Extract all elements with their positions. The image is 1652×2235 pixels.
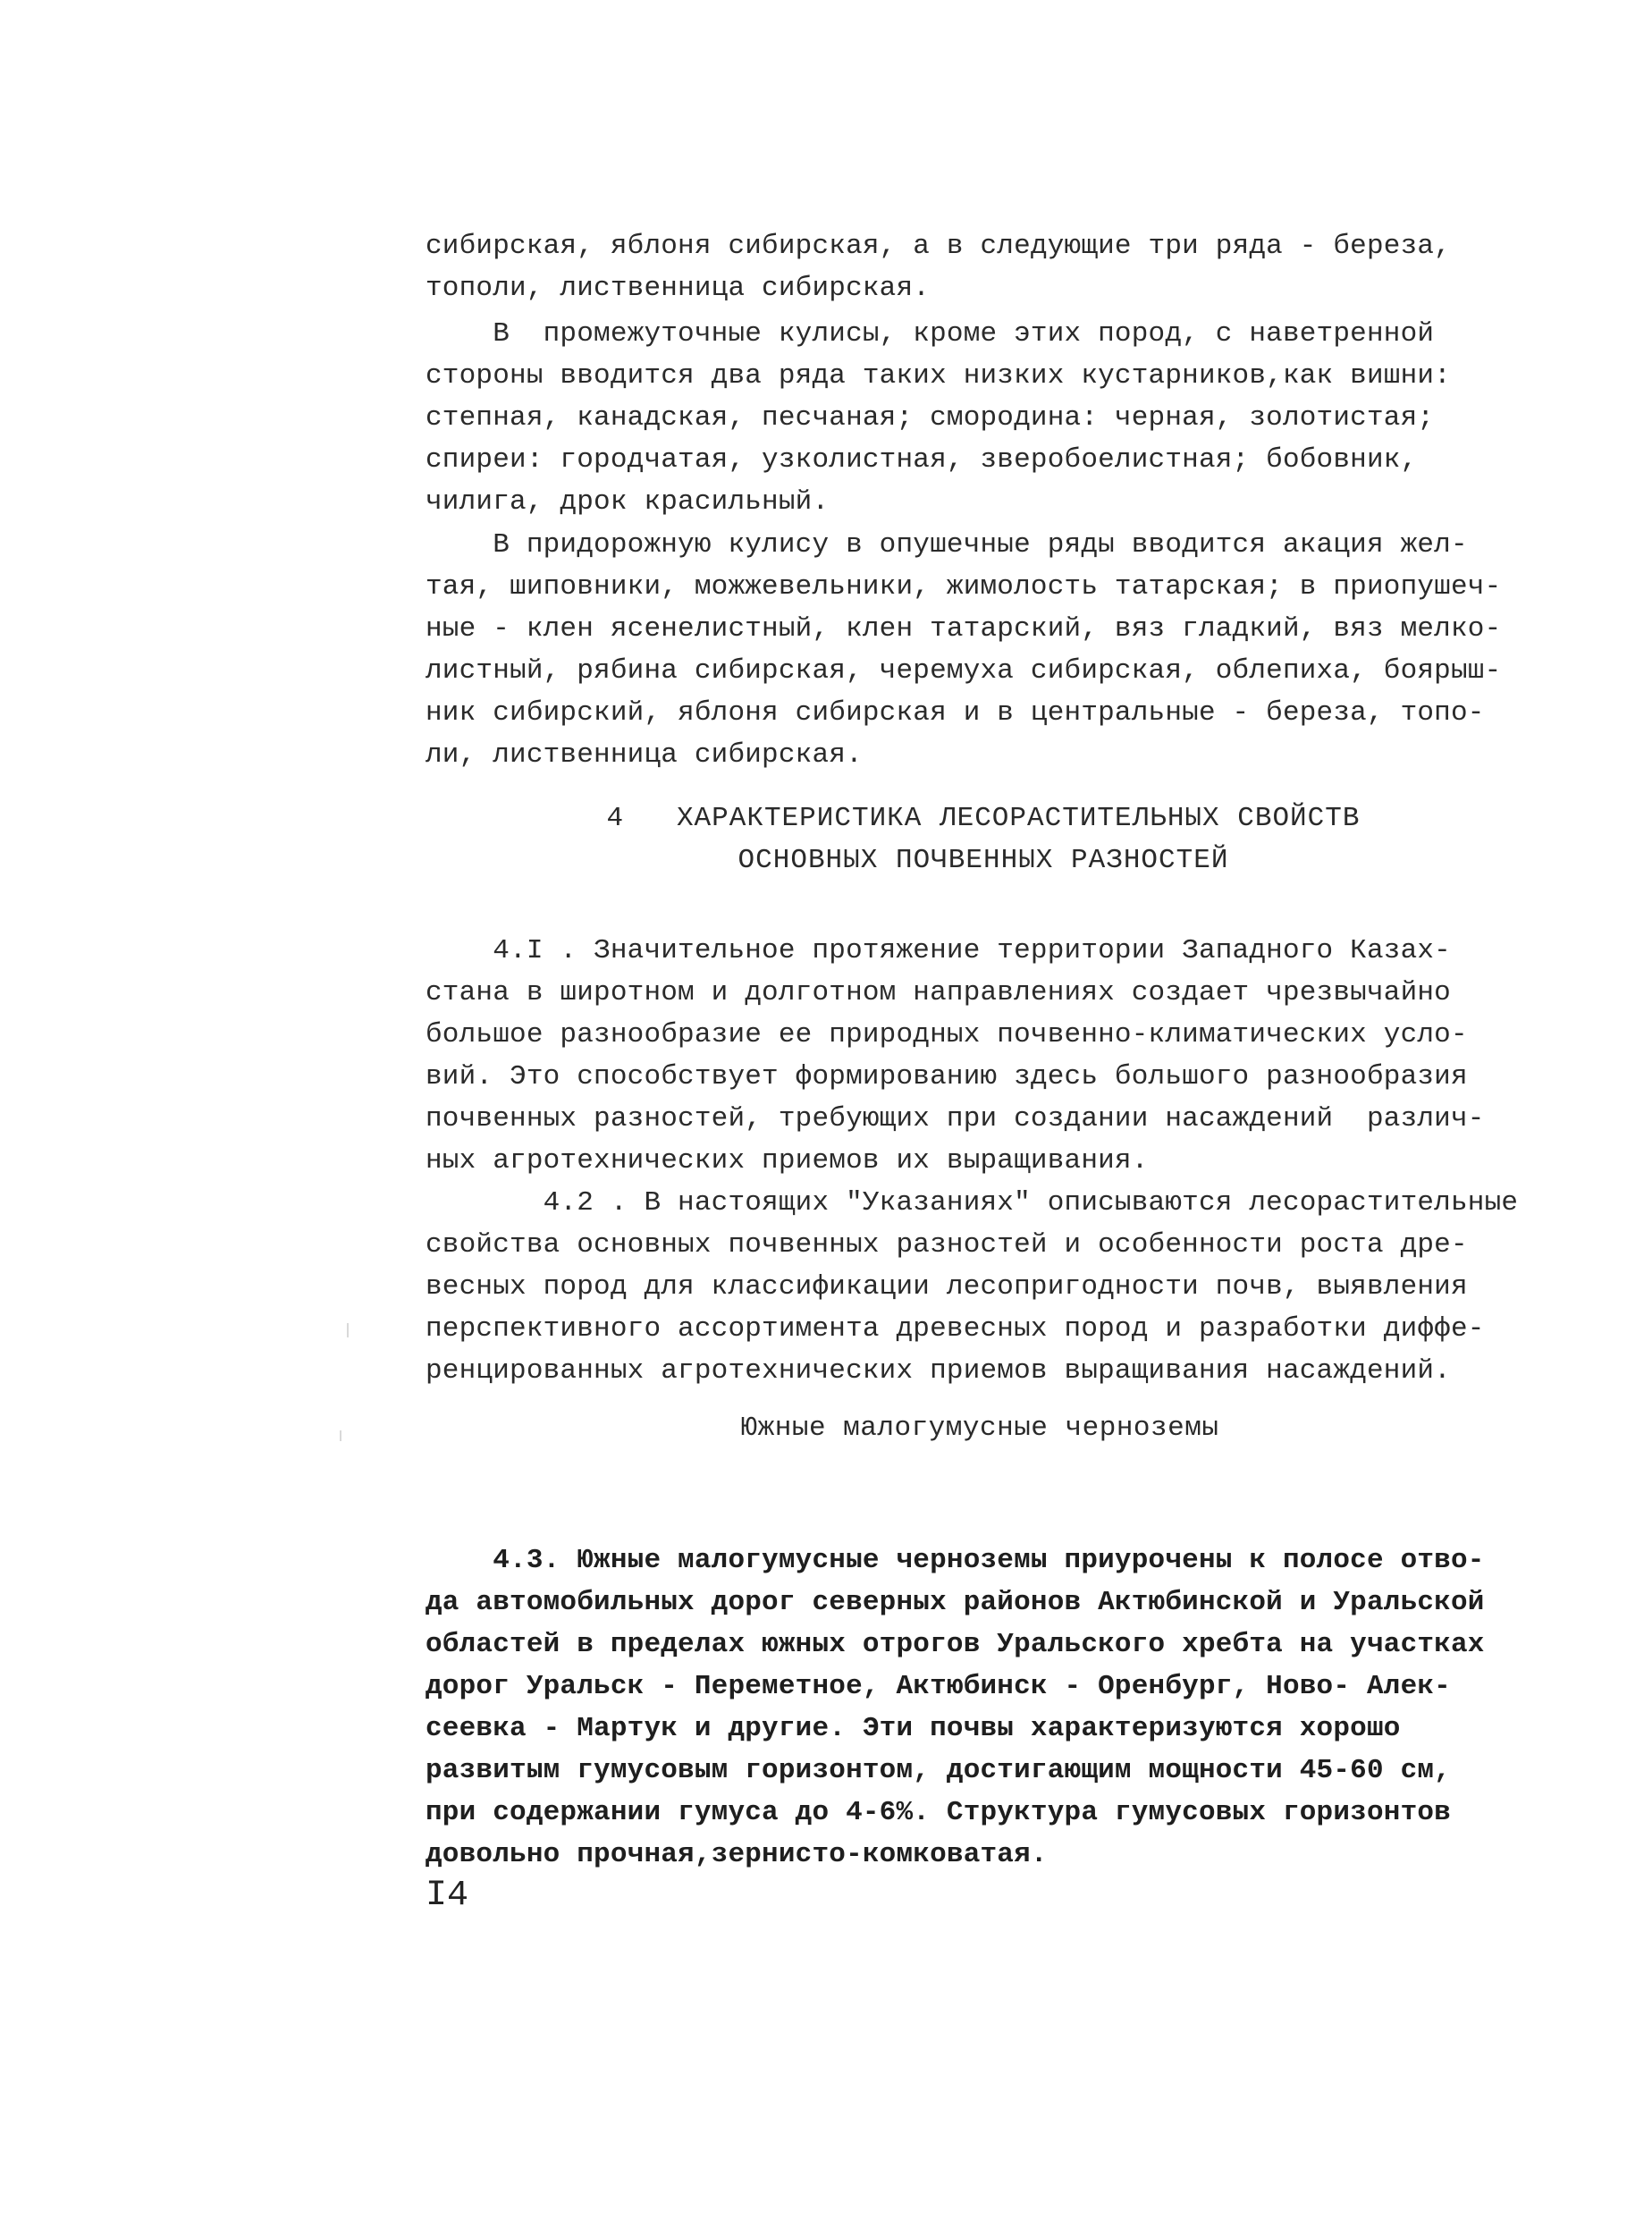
- text-line: дорог Уральск - Переметное, Актюбинск - Оренбург, Ново- Алек-: [426, 1671, 1451, 1702]
- paragraph-continuation: [426, 225, 1534, 309]
- section-heading: [501, 797, 1466, 881]
- text-line: ник сибирский, яблоня сибирская и в центральные - береза, топо-: [426, 697, 1485, 729]
- text-line: спиреи: городчатая, узколистная, зверобоелистная; бобовник,: [426, 444, 1418, 476]
- text-line: степная, канадская, песчаная; смородина: черная, золотистая;: [426, 402, 1435, 434]
- text-line: перспективного ассортимента древесных пород и разработки диффе-: [426, 1313, 1485, 1345]
- text-line: 4.3. Южные малогумусные черноземы приурочены к полосе отво-: [426, 1545, 1485, 1576]
- text-line: 4.I . Значительное протяжение территории Западного Казах-: [426, 935, 1451, 966]
- section-heading-line: 4 ХАРАКТЕРИСТИКА ЛЕСОРАСТИТЕЛЬНЫХ СВОЙСТВ: [606, 803, 1361, 834]
- subsection-heading-text: Южные малогумусные черноземы: [740, 1413, 1219, 1444]
- text-line: стана в широтном и долготном направлениях создает чрезвычайно: [426, 977, 1451, 1008]
- text-line: В промежуточные кулисы, кроме этих пород, с наветренной: [426, 318, 1435, 350]
- text-line: листный, рябина сибирская, черемуха сибирская, облепиха, боярыш-: [426, 655, 1502, 687]
- text-line: почвенных разностей, требующих при создании насаждений различ-: [426, 1103, 1485, 1134]
- text-line: тая, шиповники, можжевельники, жимолость татарская; в приопушеч-: [426, 571, 1502, 603]
- paragraph-4-1: [426, 930, 1534, 1182]
- paragraph-intermediate-strips: [426, 313, 1534, 523]
- text-line: 4.2 . В настоящих "Указаниях" описываются лесорастительные: [426, 1187, 1519, 1219]
- paragraph-roadside-strip: [426, 524, 1534, 776]
- text-line: развитым гумусовым горизонтом, достигающим мощности 45-60 см,: [426, 1755, 1451, 1786]
- text-line: да автомобильных дорог северных районов Актюбинской и Уральской: [426, 1587, 1485, 1618]
- paragraph-4-3: [426, 1539, 1534, 1876]
- subsection-heading: [426, 1407, 1534, 1449]
- section-heading-line: ОСНОВНЫХ ПОЧВЕННЫХ РАЗНОСТЕЙ: [738, 845, 1229, 876]
- text-line: стороны вводится два ряда таких низких кустарников,как вишни:: [426, 360, 1451, 392]
- text-line: вий. Это способствует формированию здесь большого разнообразия: [426, 1061, 1468, 1092]
- text-line: сибирская, яблоня сибирская, а в следующие три ряда - береза,: [426, 231, 1451, 262]
- text-line: чилига, дрок красильный.: [426, 486, 830, 518]
- text-line: ли, лиственница сибирская.: [426, 739, 863, 771]
- text-line: при содержании гумуса до 4-6%. Структура гумусовых горизонтов: [426, 1797, 1451, 1828]
- text-line: весных пород для классификации лесопригодности почв, выявления: [426, 1271, 1468, 1303]
- text-line: ренцированных агротехнических приемов выращивания насаждений.: [426, 1355, 1451, 1387]
- text-line: областей в пределах южных отрогов Уральского хребта на участках: [426, 1629, 1485, 1660]
- page-number: I4: [426, 1876, 469, 1916]
- text-line: свойства основных почвенных разностей и особенности роста дре-: [426, 1229, 1468, 1261]
- paragraph-4-2: [426, 1182, 1534, 1392]
- text-line: большое разнообразие ее природных почвенно-климатических усло-: [426, 1019, 1468, 1050]
- text-line: ные - клен ясенелистный, клен татарский, вяз гладкий, вяз мелко-: [426, 613, 1502, 645]
- text-line: ных агротехнических приемов их выращивания.: [426, 1145, 1149, 1177]
- scan-speck: [340, 1430, 341, 1441]
- text-line: тополи, лиственница сибирская.: [426, 273, 931, 304]
- scan-speck: [347, 1323, 349, 1337]
- text-line: довольно прочная,зернисто-комковатая.: [426, 1839, 1048, 1870]
- text-line: сеевка - Мартук и другие. Эти почвы характеризуются хорошо: [426, 1713, 1401, 1744]
- text-line: В придорожную кулису в опушечные ряды вводится акация жел-: [426, 529, 1468, 561]
